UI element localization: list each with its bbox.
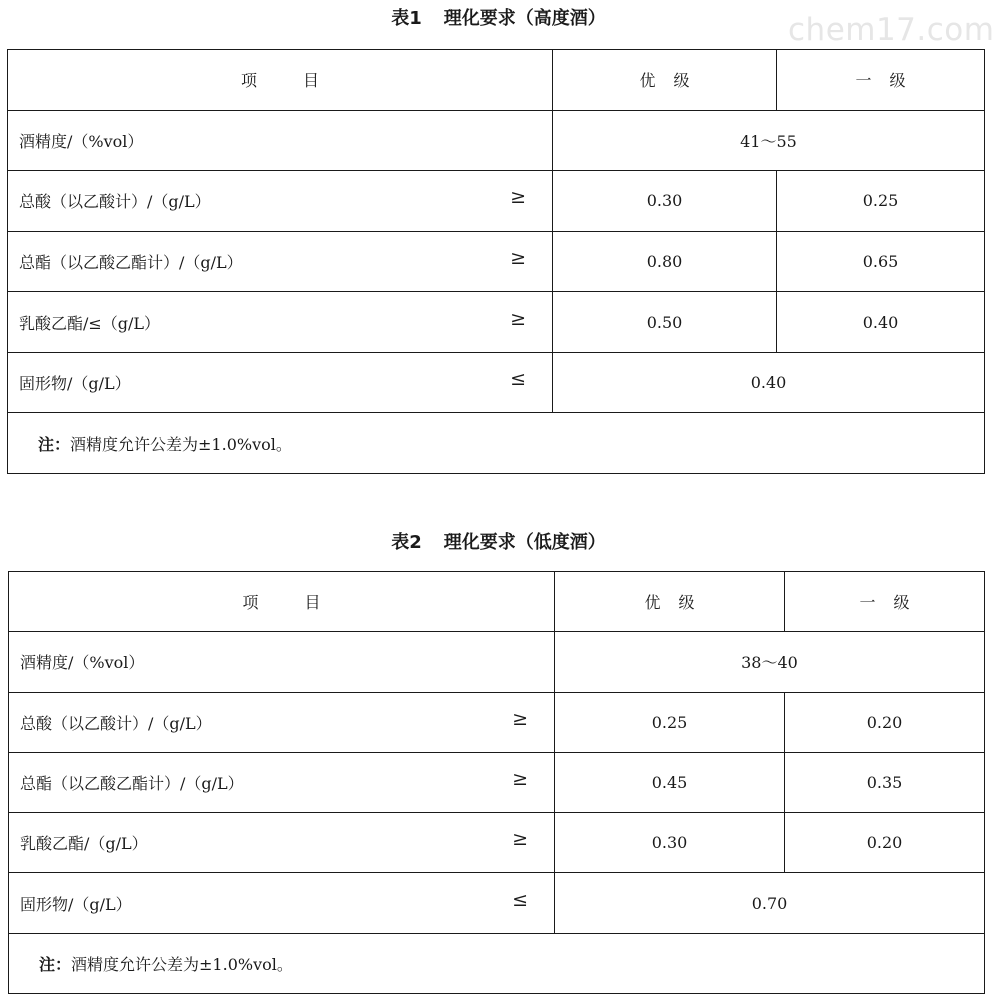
- item-name: 固形物/（g/L）: [20, 894, 132, 914]
- header-grade1-char2: 级: [678, 593, 695, 613]
- table-header-row: [9, 572, 985, 632]
- comparison-symbol: ≥: [512, 828, 528, 851]
- table1-caption: [0, 4, 997, 30]
- table-row: [9, 692, 985, 752]
- grade1-value-cell: 0.80: [553, 231, 777, 292]
- grade2-value-cell: 0.20: [785, 813, 985, 873]
- merged-value-cell: 0.70: [555, 873, 985, 933]
- header-item-char1: 项: [240, 71, 257, 91]
- item-cell: [8, 352, 553, 413]
- item-name: 总酯（以乙酸乙酯计）/（g/L）: [20, 773, 244, 793]
- item-cell: [8, 110, 553, 171]
- grade1-value-cell: 0.30: [555, 813, 785, 873]
- comparison-symbol: ≥: [510, 186, 526, 209]
- table-row: [9, 632, 985, 692]
- comparison-symbol: ≤: [512, 888, 528, 911]
- grade1-value-cell: 0.45: [555, 752, 785, 812]
- item-cell: [9, 813, 555, 873]
- item-cell: [8, 231, 553, 292]
- comparison-symbol: ≥: [512, 767, 528, 790]
- table-row: [8, 171, 985, 232]
- table1-caption-number: 表1: [391, 8, 422, 29]
- comparison-symbol: ≤: [510, 368, 526, 391]
- merged-value-cell: 0.40: [553, 352, 985, 413]
- grade2-value-cell: 0.65: [777, 231, 985, 292]
- item-name: 总酯（以乙酸乙酯计）/（g/L）: [19, 252, 243, 272]
- note-text: 酒精度允许公差为±1.0%vol。: [71, 954, 293, 974]
- header-grade1-char1: 优: [639, 71, 656, 91]
- item-cell: [8, 171, 553, 232]
- table-row: [8, 292, 985, 353]
- table-row: [9, 752, 985, 812]
- item-cell: [9, 632, 555, 692]
- item-name: 总酸（以乙酸计）/（g/L）: [20, 713, 212, 733]
- watermark-text: chem17.com: [788, 12, 995, 48]
- grade2-value-cell: 0.20: [785, 692, 985, 752]
- header-grade1-char1: 优: [644, 593, 661, 613]
- table-note-row: [9, 933, 985, 993]
- header-grade1: [553, 50, 777, 111]
- grade2-value-cell: 0.25: [777, 171, 985, 232]
- merged-value-cell: 38～40: [555, 632, 985, 692]
- item-cell: [9, 873, 555, 933]
- item-name: 酒精度/（%vol）: [20, 653, 145, 673]
- table-note: [8, 413, 985, 474]
- header-grade2-char1: 一: [855, 71, 872, 91]
- header-grade2-char2: 级: [893, 593, 910, 613]
- grade1-value-cell: 0.50: [553, 292, 777, 353]
- table-row: [8, 352, 985, 413]
- header-grade2: [785, 572, 985, 632]
- table2-caption: [0, 528, 997, 554]
- item-name: 酒精度/（%vol）: [19, 131, 144, 151]
- item-name: 固形物/（g/L）: [19, 374, 131, 394]
- table1: [7, 49, 985, 474]
- table2-caption-title: 理化要求（低度酒）: [443, 532, 606, 553]
- table1-caption-title: 理化要求（高度酒）: [443, 8, 606, 29]
- grade1-value-cell: 0.30: [553, 171, 777, 232]
- item-name: 乳酸乙酯/（g/L）: [20, 834, 148, 854]
- grade1-value-cell: 0.25: [555, 692, 785, 752]
- header-grade1-char2: 级: [673, 71, 690, 91]
- item-name: 总酸（以乙酸计）/（g/L）: [19, 192, 211, 212]
- table2: [8, 571, 985, 994]
- note-label: 注：: [38, 434, 71, 454]
- table2-caption-number: 表2: [391, 532, 422, 553]
- item-cell: [9, 752, 555, 812]
- table-header-row: [8, 50, 985, 111]
- merged-value-cell: 41～55: [553, 110, 985, 171]
- note-text: 酒精度允许公差为±1.0%vol。: [70, 434, 292, 454]
- comparison-symbol: ≥: [510, 307, 526, 330]
- grade2-value-cell: 0.40: [777, 292, 985, 353]
- header-grade1: [555, 572, 785, 632]
- table-row: [8, 231, 985, 292]
- item-name: 乳酸乙酯/≤（g/L）: [19, 313, 161, 333]
- table-row: [8, 110, 985, 171]
- item-cell: [9, 692, 555, 752]
- comparison-symbol: ≥: [512, 707, 528, 730]
- table-row: [9, 813, 985, 873]
- header-item: [9, 572, 555, 632]
- comparison-symbol: ≥: [510, 246, 526, 269]
- table-note: [9, 933, 985, 993]
- header-grade2-char1: 一: [859, 593, 876, 613]
- table-note-row: [8, 413, 985, 474]
- grade2-value-cell: 0.35: [785, 752, 985, 812]
- table-row: [9, 873, 985, 933]
- header-grade2: [777, 50, 985, 111]
- header-item-char1: 项: [242, 593, 259, 613]
- header-item-char2: 目: [304, 593, 321, 613]
- header-item-char2: 目: [303, 71, 320, 91]
- header-grade2-char2: 级: [889, 71, 906, 91]
- header-item: [8, 50, 553, 111]
- item-cell: [8, 292, 553, 353]
- note-label: 注：: [39, 954, 72, 974]
